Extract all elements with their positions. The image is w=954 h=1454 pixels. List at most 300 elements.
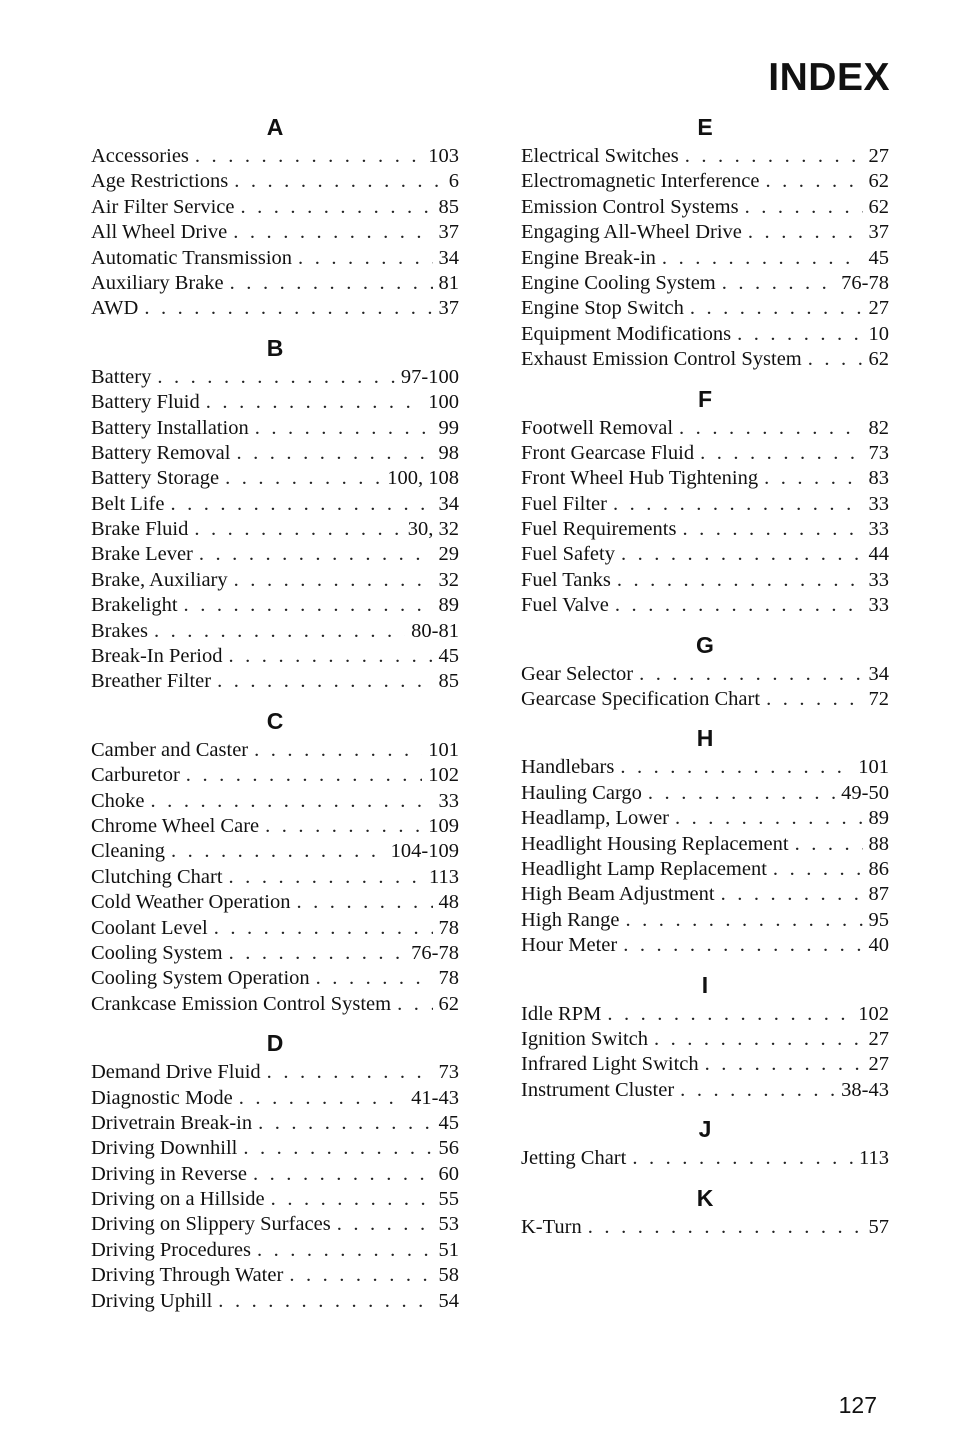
index-page-ref: 30, 32 xyxy=(407,518,459,541)
index-term: Demand Drive Fluid xyxy=(91,1061,261,1084)
index-page-ref: 33 xyxy=(868,518,889,541)
index-term: Fuel Filter xyxy=(521,492,607,515)
dot-leader xyxy=(682,517,862,542)
dot-leader xyxy=(613,492,863,517)
index-entry-list xyxy=(521,1215,889,1240)
index-page-ref: 98 xyxy=(438,441,459,464)
index-page-ref: 58 xyxy=(438,1264,459,1287)
dot-leader xyxy=(240,195,432,220)
index-term: Fuel Valve xyxy=(521,594,609,617)
index-term: Instrument Cluster xyxy=(521,1078,675,1101)
index-term: Gear Selector xyxy=(521,662,634,685)
index-term: High Beam Adjustment xyxy=(521,883,715,906)
section-letter: F xyxy=(697,385,713,412)
index-entry xyxy=(521,271,889,296)
section-letter: J xyxy=(698,1116,712,1143)
index-term: Camber and Caster xyxy=(91,738,249,761)
index-page-ref: 102 xyxy=(858,1002,889,1025)
index-page-ref: 103 xyxy=(428,145,459,167)
index-term: Electrical Switches xyxy=(521,145,679,167)
dot-leader xyxy=(233,220,432,245)
index-entry xyxy=(91,1162,459,1187)
index-entry xyxy=(91,789,459,814)
index-term: Driving Procedures xyxy=(91,1238,251,1261)
section-letter: B xyxy=(266,334,284,361)
index-page-ref: 37 xyxy=(868,221,889,244)
index-page-ref: 85 xyxy=(438,670,459,693)
index-page-ref: 86 xyxy=(868,857,889,880)
index-page-ref: 104-109 xyxy=(390,840,459,863)
dot-leader xyxy=(607,1002,852,1027)
index-page-ref: 87 xyxy=(868,883,889,906)
dot-leader xyxy=(199,542,433,567)
section-letter: C xyxy=(266,707,284,734)
index-term: Headlight Lamp Replacement xyxy=(521,857,767,880)
dot-leader xyxy=(675,806,863,831)
dot-leader xyxy=(808,347,863,372)
index-entry xyxy=(91,195,459,220)
dot-leader xyxy=(184,593,433,618)
index-entry xyxy=(521,169,889,194)
index-entry xyxy=(91,644,459,669)
index-entry xyxy=(91,966,459,991)
index-term: Drivetrain Break-in xyxy=(91,1111,253,1134)
index-term: Engaging All-Wheel Drive xyxy=(521,221,742,244)
index-entry-list xyxy=(91,738,459,1017)
dot-leader xyxy=(234,169,443,194)
index-term: Breather Filter xyxy=(91,670,212,693)
index-entry xyxy=(91,1060,459,1085)
index-page-ref: 53 xyxy=(438,1213,459,1236)
index-term: Battery Installation xyxy=(91,416,249,439)
index-entry xyxy=(91,669,459,694)
dot-leader xyxy=(617,568,863,593)
index-term: Coolant Level xyxy=(91,916,208,939)
index-page-ref: 73 xyxy=(438,1061,459,1084)
index-term: Clutching Chart xyxy=(91,865,223,888)
section-letter: I xyxy=(701,971,709,998)
index-column-right xyxy=(521,111,889,1250)
dot-leader xyxy=(639,662,862,687)
dot-leader xyxy=(186,763,422,788)
index-entry xyxy=(521,568,889,593)
dot-leader xyxy=(680,1078,835,1103)
index-term: Chrome Wheel Care xyxy=(91,814,260,837)
dot-leader xyxy=(230,271,433,296)
index-entry xyxy=(521,857,889,882)
index-page-ref: 33 xyxy=(868,568,889,591)
index-term: Cooling System xyxy=(91,941,223,964)
index-entry xyxy=(91,542,459,567)
index-entry xyxy=(521,347,889,372)
dot-leader xyxy=(229,644,433,669)
index-page-ref: 95 xyxy=(868,908,889,931)
index-entry xyxy=(91,1289,459,1314)
index-entry-list xyxy=(521,416,889,619)
index-page-ref: 34 xyxy=(868,662,889,685)
index-entry xyxy=(91,517,459,542)
index-page-ref: 32 xyxy=(438,568,459,591)
dot-leader xyxy=(397,992,432,1017)
index-entry xyxy=(91,916,459,941)
index-term: Auxiliary Brake xyxy=(91,271,224,294)
index-entry xyxy=(91,1238,459,1263)
dot-leader xyxy=(648,781,835,806)
index-term: Age Restrictions xyxy=(91,170,229,193)
dot-leader xyxy=(764,466,862,491)
index-page-ref: 27 xyxy=(868,1027,889,1050)
index-term: Break-In Period xyxy=(91,645,223,668)
index-entry xyxy=(521,1146,889,1171)
dot-leader xyxy=(254,738,422,763)
index-page-ref: 10 xyxy=(868,322,889,345)
index-entry xyxy=(91,390,459,415)
dot-leader xyxy=(195,144,422,169)
index-entry xyxy=(521,492,889,517)
index-page-ref: 27 xyxy=(868,1053,889,1076)
index-page-ref: 62 xyxy=(438,992,459,1015)
dot-leader xyxy=(236,441,432,466)
index-entry xyxy=(91,220,459,245)
index-entry xyxy=(521,195,889,220)
index-page-ref: 27 xyxy=(868,145,889,167)
index-term: Jetting Chart xyxy=(521,1147,627,1170)
dot-leader xyxy=(144,296,432,321)
index-page-ref: 100 xyxy=(428,391,459,414)
index-term: Air Filter Service xyxy=(91,195,235,218)
index-entry xyxy=(521,517,889,542)
index-term: Emission Control Systems xyxy=(521,195,739,218)
index-term: High Range xyxy=(521,908,620,931)
index-term: Fuel Safety xyxy=(521,543,615,566)
index-page-ref: 40 xyxy=(868,934,889,957)
dot-leader xyxy=(654,1027,863,1052)
index-page-ref: 113 xyxy=(429,865,459,888)
index-page-ref: 49-50 xyxy=(841,781,889,804)
dot-leader xyxy=(239,1086,405,1111)
dot-leader xyxy=(721,882,863,907)
index-term: Front Wheel Hub Tightening xyxy=(521,467,759,490)
index-page-ref: 76-78 xyxy=(841,271,889,294)
index-entry xyxy=(91,169,459,194)
dot-leader xyxy=(171,839,385,864)
index-page-ref: 48 xyxy=(438,891,459,914)
index-entry xyxy=(91,865,459,890)
index-entry xyxy=(91,763,459,788)
dot-leader xyxy=(271,1187,433,1212)
index-entry xyxy=(91,1086,459,1111)
index-term: Front Gearcase Fluid xyxy=(521,441,695,464)
index-entry-list xyxy=(91,1060,459,1314)
index-entry xyxy=(91,839,459,864)
index-term: Equipment Modifications xyxy=(521,322,732,345)
index-term: Hauling Cargo xyxy=(521,781,642,804)
index-entry xyxy=(91,890,459,915)
index-entry-list xyxy=(91,365,459,695)
index-page-ref: 37 xyxy=(438,221,459,244)
index-term: All Wheel Drive xyxy=(91,221,228,244)
index-entry xyxy=(521,1215,889,1240)
index-term: Battery xyxy=(91,365,152,388)
index-term: Idle RPM xyxy=(521,1002,602,1025)
dot-leader xyxy=(632,1146,853,1171)
dot-leader xyxy=(620,755,852,780)
index-entry xyxy=(521,1078,889,1103)
index-page-ref: 57 xyxy=(868,1215,889,1238)
index-term: Automatic Transmission xyxy=(91,246,293,269)
index-page-ref: 45 xyxy=(868,246,889,269)
index-entry xyxy=(91,568,459,593)
index-entry xyxy=(91,271,459,296)
index-entry xyxy=(521,662,889,687)
index-page-ref: 34 xyxy=(438,492,459,515)
index-page-ref: 72 xyxy=(868,688,889,711)
index-page-ref: 27 xyxy=(868,297,889,320)
dot-leader xyxy=(214,916,433,941)
dot-leader xyxy=(255,416,433,441)
dot-leader xyxy=(258,1111,432,1136)
index-term: Fuel Requirements xyxy=(521,518,677,541)
dot-leader xyxy=(234,568,433,593)
index-entry-list xyxy=(521,755,889,958)
index-entry xyxy=(521,322,889,347)
index-term: Battery Fluid xyxy=(91,391,200,414)
dot-leader xyxy=(795,832,863,857)
dot-leader xyxy=(253,1162,433,1187)
index-term: Driving Uphill xyxy=(91,1289,213,1312)
dot-leader xyxy=(229,865,423,890)
index-entry xyxy=(91,1187,459,1212)
dot-leader xyxy=(748,220,863,245)
index-page-ref: 37 xyxy=(438,297,459,320)
index-entry xyxy=(521,416,889,441)
index-term: Cleaning xyxy=(91,840,166,863)
index-page-ref: 101 xyxy=(858,756,889,779)
index-page-ref: 89 xyxy=(868,807,889,830)
index-term: Cold Weather Operation xyxy=(91,891,291,914)
index-term: Accessories xyxy=(91,145,189,167)
index-entry xyxy=(521,593,889,618)
index-term: Exhaust Emission Control System xyxy=(521,348,802,371)
index-term: Battery Storage xyxy=(91,467,220,490)
dot-leader xyxy=(206,390,422,415)
index-page-ref: 102 xyxy=(428,764,459,787)
section-letter: A xyxy=(266,114,284,140)
index-term: Engine Break-in xyxy=(521,246,656,269)
index-term: Cooling System Operation xyxy=(91,967,310,990)
index-page-ref: 109 xyxy=(428,814,459,837)
dot-leader xyxy=(217,669,432,694)
index-page-ref: 56 xyxy=(438,1137,459,1160)
index-page-ref: 89 xyxy=(438,594,459,617)
index-page-ref: 51 xyxy=(438,1238,459,1261)
index-page-ref: 76-78 xyxy=(411,941,459,964)
index-page-ref: 6 xyxy=(448,170,459,193)
index-entry-list xyxy=(91,144,459,322)
dot-leader xyxy=(662,246,863,271)
index-entry xyxy=(91,492,459,517)
index-entry xyxy=(521,933,889,958)
index-entry xyxy=(521,542,889,567)
index-page-ref: 101 xyxy=(428,738,459,761)
index-entry xyxy=(91,144,459,169)
index-term: Driving in Reverse xyxy=(91,1162,247,1185)
index-entry xyxy=(521,144,889,169)
dot-leader xyxy=(194,517,401,542)
dot-leader xyxy=(337,1212,433,1237)
dot-leader xyxy=(218,1289,432,1314)
index-entry xyxy=(91,1263,459,1288)
index-term: AWD xyxy=(91,297,139,320)
index-entry xyxy=(91,1212,459,1237)
index-page-ref: 88 xyxy=(868,832,889,855)
index-term: Brake, Auxiliary xyxy=(91,568,228,591)
index-entry xyxy=(521,882,889,907)
dot-leader xyxy=(289,1263,432,1288)
section-letter: G xyxy=(696,631,714,658)
index-entry xyxy=(91,738,459,763)
index-entry xyxy=(91,365,459,390)
dot-leader xyxy=(737,322,862,347)
dot-leader xyxy=(265,814,422,839)
dot-leader xyxy=(298,246,432,271)
dot-leader xyxy=(700,441,862,466)
index-entry xyxy=(521,220,889,245)
index-entry xyxy=(91,941,459,966)
index-entry xyxy=(91,1111,459,1136)
index-entry xyxy=(91,246,459,271)
index-term: Driving on a Hillside xyxy=(91,1188,265,1211)
index-term: Brake Lever xyxy=(91,543,193,566)
index-page-ref: 44 xyxy=(868,543,889,566)
index-entry xyxy=(91,466,459,491)
index-term: Battery Removal xyxy=(91,441,231,464)
dot-leader xyxy=(170,492,432,517)
dot-leader xyxy=(257,1238,433,1263)
index-entry xyxy=(521,1052,889,1077)
index-column-left xyxy=(91,111,459,1324)
index-page-ref: 62 xyxy=(868,348,889,371)
page-title: INDEX xyxy=(768,56,890,99)
index-page-ref: 33 xyxy=(438,789,459,812)
index-entry xyxy=(521,246,889,271)
index-entry xyxy=(521,1027,889,1052)
index-entry-list xyxy=(521,144,889,373)
dot-leader xyxy=(766,687,862,712)
index-term: Headlamp, Lower xyxy=(521,807,669,830)
index-term: K-Turn xyxy=(521,1215,582,1238)
index-page-ref: 45 xyxy=(438,645,459,668)
dot-leader xyxy=(229,941,406,966)
index-term: Brake Fluid xyxy=(91,518,189,541)
dot-leader xyxy=(243,1136,432,1161)
dot-leader xyxy=(225,466,381,491)
index-term: Diagnostic Mode xyxy=(91,1086,233,1109)
index-page-ref: 34 xyxy=(438,246,459,269)
section-letter: H xyxy=(696,725,714,752)
section-letter: D xyxy=(266,1030,284,1057)
dot-leader xyxy=(588,1215,863,1240)
index-term: Handlebars xyxy=(521,756,615,779)
index-page-ref: 113 xyxy=(859,1147,889,1170)
index-entry xyxy=(521,441,889,466)
index-term: Hour Meter xyxy=(521,934,618,957)
index-page-ref: 78 xyxy=(438,967,459,990)
dot-leader xyxy=(705,1052,863,1077)
index-term: Engine Stop Switch xyxy=(521,297,684,320)
index-term: Belt Life xyxy=(91,492,165,515)
index-page-ref: 83 xyxy=(868,467,889,490)
index-term: Electromagnetic Interference xyxy=(521,170,760,193)
dot-leader xyxy=(679,416,862,441)
index-entry xyxy=(521,687,889,712)
index-entry xyxy=(521,806,889,831)
index-term: Choke xyxy=(91,789,145,812)
section-letter: E xyxy=(697,114,713,140)
index-term: Brakelight xyxy=(91,594,178,617)
index-entry xyxy=(91,416,459,441)
index-entry xyxy=(521,296,889,321)
index-entry xyxy=(521,1002,889,1027)
index-page-ref: 78 xyxy=(438,916,459,939)
index-entry xyxy=(91,1136,459,1161)
dot-leader xyxy=(773,857,863,882)
index-page-ref: 55 xyxy=(438,1188,459,1211)
dot-leader xyxy=(157,365,395,390)
index-term: Headlight Housing Replacement xyxy=(521,832,789,855)
dot-leader xyxy=(297,890,433,915)
dot-leader xyxy=(621,542,863,567)
index-page-ref: 82 xyxy=(868,416,889,439)
dot-leader xyxy=(722,271,835,296)
index-entry xyxy=(91,441,459,466)
index-term: Crankcase Emission Control System xyxy=(91,992,392,1015)
index-entry-list xyxy=(521,1146,889,1171)
index-page-ref: 29 xyxy=(438,543,459,566)
index-entry xyxy=(521,908,889,933)
dot-leader xyxy=(615,593,863,618)
dot-leader xyxy=(623,933,862,958)
section-letter: K xyxy=(696,1184,714,1211)
dot-leader xyxy=(267,1060,433,1085)
index-entry-list xyxy=(521,1002,889,1104)
index-entry xyxy=(91,619,459,644)
index-entry xyxy=(91,593,459,618)
page-number: 127 xyxy=(838,1392,877,1418)
index-term: Driving Through Water xyxy=(91,1264,284,1287)
index-page-ref: 38-43 xyxy=(841,1078,889,1101)
dot-leader xyxy=(154,619,405,644)
index-entry xyxy=(91,814,459,839)
dot-leader xyxy=(745,195,863,220)
index-term: Driving on Slippery Surfaces xyxy=(91,1213,331,1236)
index-entry xyxy=(91,992,459,1017)
index-page-ref: 100, 108 xyxy=(387,467,459,490)
index-page-ref: 97-100 xyxy=(400,365,459,388)
dot-leader xyxy=(690,296,863,321)
dot-leader xyxy=(626,908,863,933)
index-term: Fuel Tanks xyxy=(521,568,611,591)
index-page-ref: 45 xyxy=(438,1111,459,1134)
index-term: Engine Cooling System xyxy=(521,271,716,294)
index-page-ref: 60 xyxy=(438,1162,459,1185)
index-term: Footwell Removal xyxy=(521,416,674,439)
index-entry xyxy=(91,296,459,321)
dot-leader xyxy=(765,169,862,194)
index-entry xyxy=(521,781,889,806)
index-term: Driving Downhill xyxy=(91,1137,238,1160)
dot-leader xyxy=(685,144,863,169)
